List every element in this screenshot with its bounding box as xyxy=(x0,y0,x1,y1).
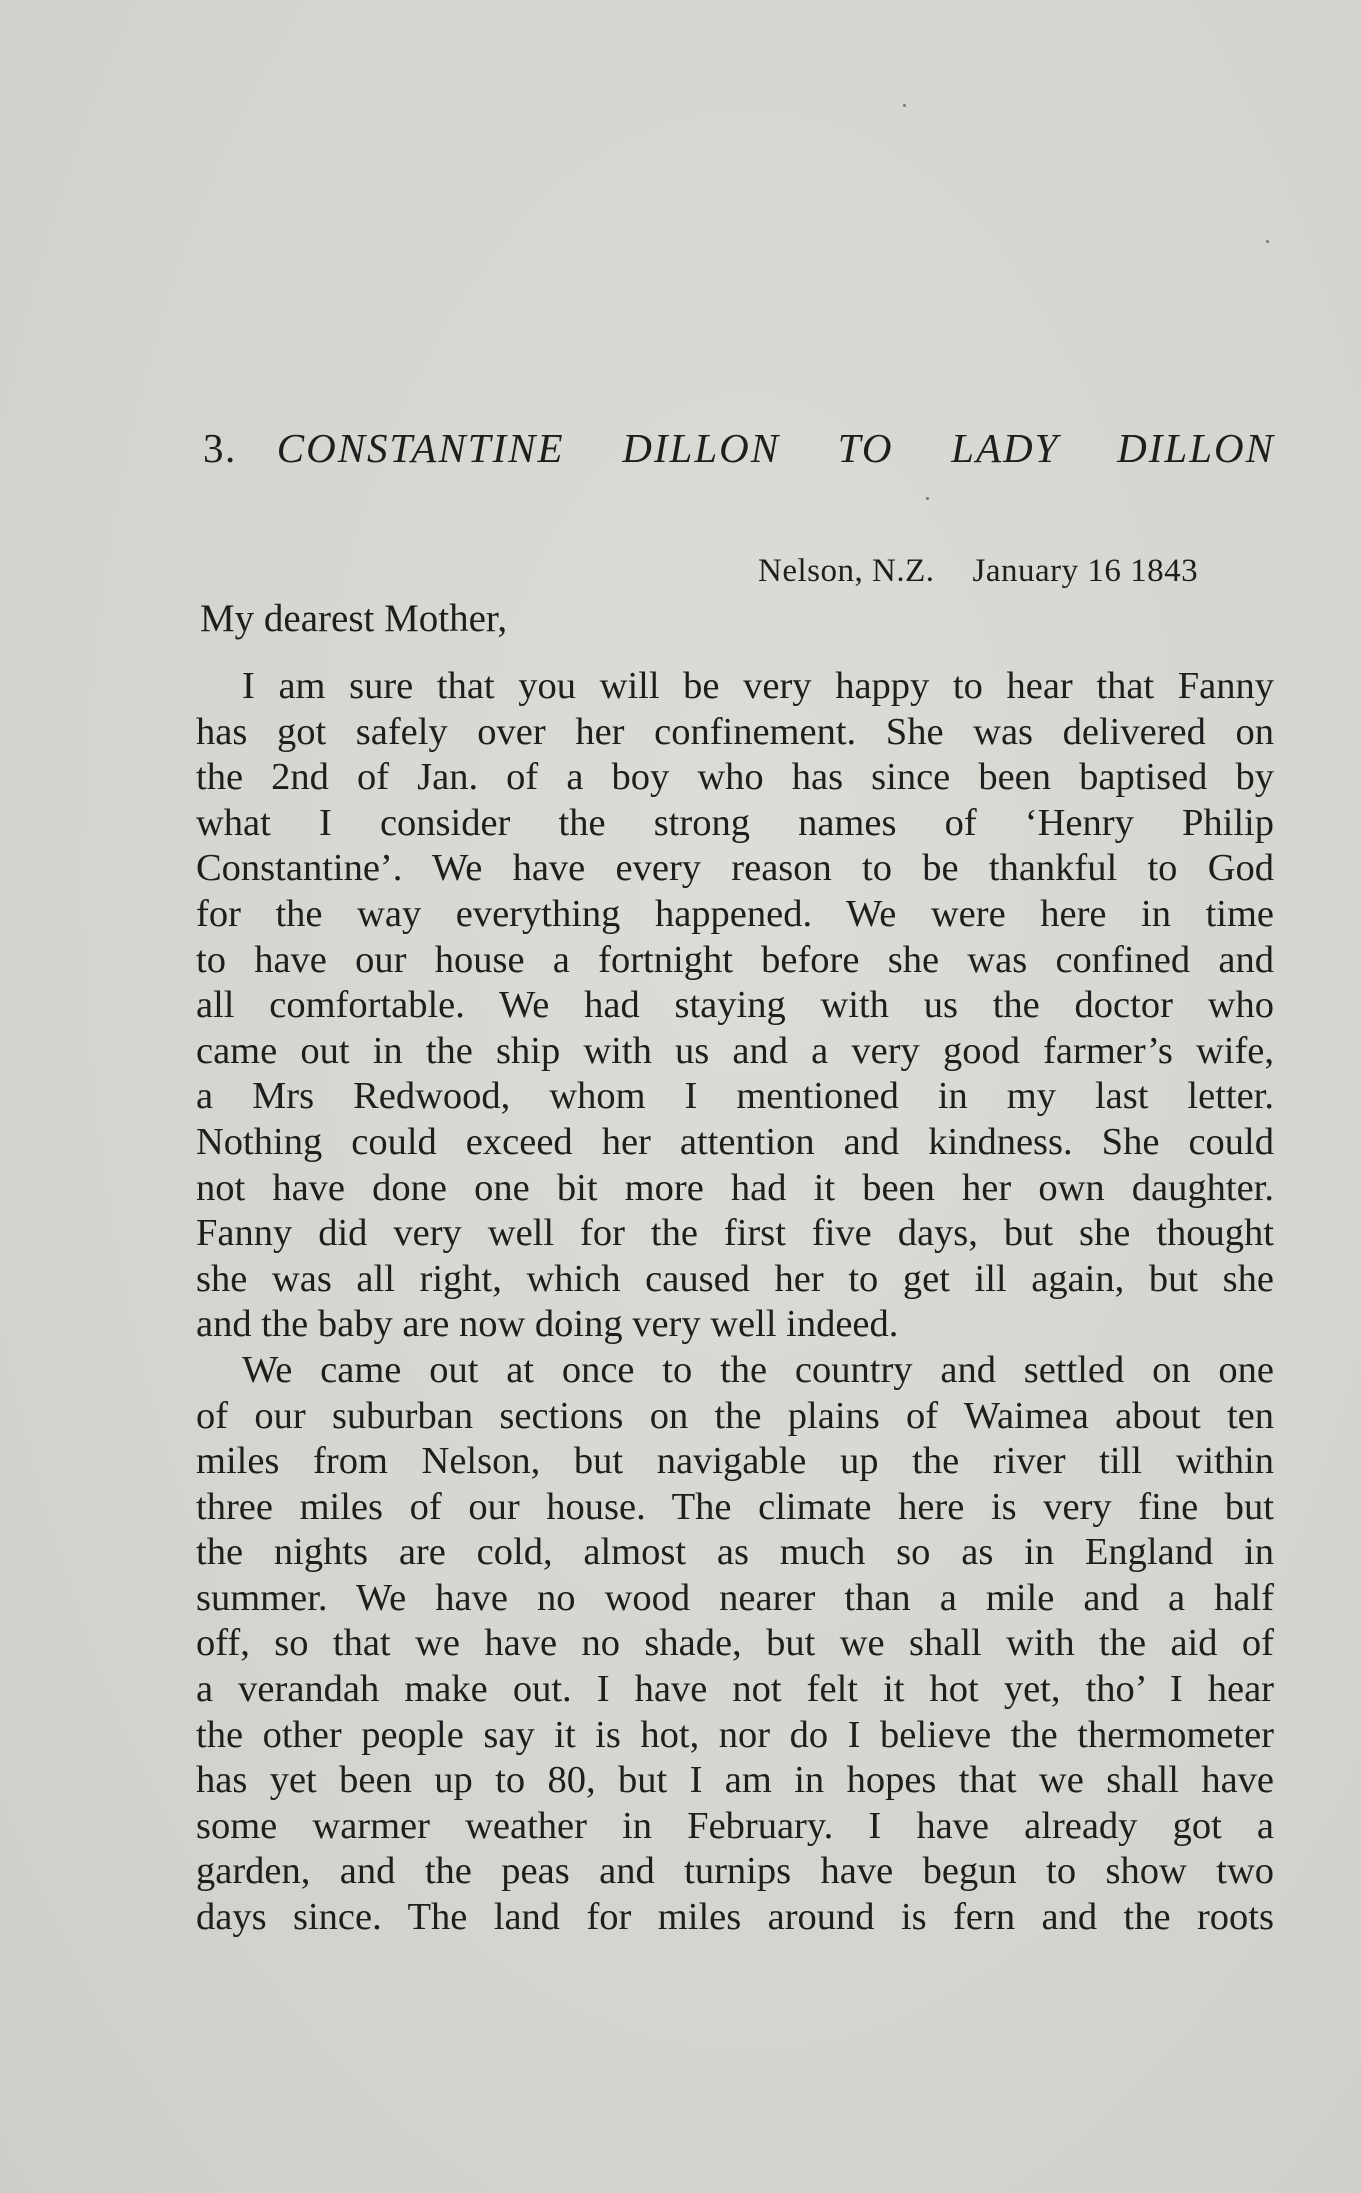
paper-speck xyxy=(1266,240,1269,243)
letter-heading xyxy=(203,424,1275,472)
title-word: TO xyxy=(837,425,894,471)
text-line: the nights are cold, almost as much so as in England in xyxy=(196,1531,1274,1574)
paper-speck xyxy=(926,497,929,500)
text-line: off, so that we have no shade, but we shall with the aid of xyxy=(196,1622,1274,1665)
text-line: a verandah make out. I have not felt it hot yet, tho’ I hear xyxy=(196,1668,1274,1711)
paragraph-1 xyxy=(196,664,1274,1348)
text-line: We came out at once to the country and settled on one xyxy=(242,1348,1274,1391)
text-line: has yet been up to 80, but I am in hopes that we shall have xyxy=(196,1759,1274,1802)
text-line: three miles of our house. The climate here is very fine but xyxy=(196,1485,1274,1528)
dateline-place: Nelson, N.Z. xyxy=(758,553,935,589)
letter-number: 3. xyxy=(203,425,237,471)
text-line: the other people say it is hot, nor do I believe the thermometer xyxy=(196,1713,1274,1756)
text-line: of our suburban sections on the plains of Waimea about ten xyxy=(196,1394,1274,1437)
text-line: not have done one bit more had it been her own daughter. xyxy=(196,1166,1274,1209)
title-word: LADY xyxy=(951,425,1060,471)
text-line: the 2nd of Jan. of a boy who has since been baptised by xyxy=(196,756,1274,799)
text-line: miles from Nelson, but navigable up the river till within xyxy=(196,1440,1274,1483)
text-line: for the way everything happened. We were here in time xyxy=(196,892,1274,935)
letter-body xyxy=(196,664,1274,1941)
text-line: Fanny did very well for the first five days, but she thought xyxy=(196,1212,1274,1255)
text-line: some warmer weather in February. I have already got a xyxy=(196,1804,1274,1847)
text-line: summer. We have no wood nearer than a mile and a half xyxy=(196,1576,1274,1619)
paragraph-2 xyxy=(196,1348,1274,1941)
text-line: came out in the ship with us and a very good farmer’s wife, xyxy=(196,1029,1274,1072)
title-word: DILLON xyxy=(1117,425,1275,471)
text-line: to have our house a fortnight before she was confined and xyxy=(196,938,1274,981)
title-word: CONSTANTINE xyxy=(276,425,565,471)
paper-speck xyxy=(903,104,906,107)
text-line: garden, and the peas and turnips have begun to show two xyxy=(196,1850,1274,1893)
text-line: I am sure that you will be very happy to hear that Fanny xyxy=(242,665,1274,707)
title-word: DILLON xyxy=(622,425,781,471)
dateline-date: January 16 1843 xyxy=(972,553,1199,589)
text-line: has got safely over her confinement. She was delivered on xyxy=(196,710,1274,753)
text-line: a Mrs Redwood, whom I mentioned in my last letter. xyxy=(196,1075,1274,1118)
letter-title xyxy=(277,424,1275,472)
dateline xyxy=(758,553,1198,590)
text-line: all comfortable. We had staying with us the doctor who xyxy=(196,984,1274,1027)
text-line: what I consider the strong names of ‘Henry Philip xyxy=(196,801,1274,844)
text-line: days since. The land for miles around is fern and the roots xyxy=(196,1896,1274,1939)
text-line: and the baby are now doing very well indeed. xyxy=(196,1303,899,1346)
text-line: Nothing could exceed her attention and kindness. She could xyxy=(196,1120,1274,1163)
text-line: Constantine’. We have every reason to be thankful to God xyxy=(196,847,1274,890)
text-line: she was all right, which caused her to get ill again, but she xyxy=(196,1257,1274,1300)
salutation: My dearest Mother, xyxy=(200,597,508,640)
